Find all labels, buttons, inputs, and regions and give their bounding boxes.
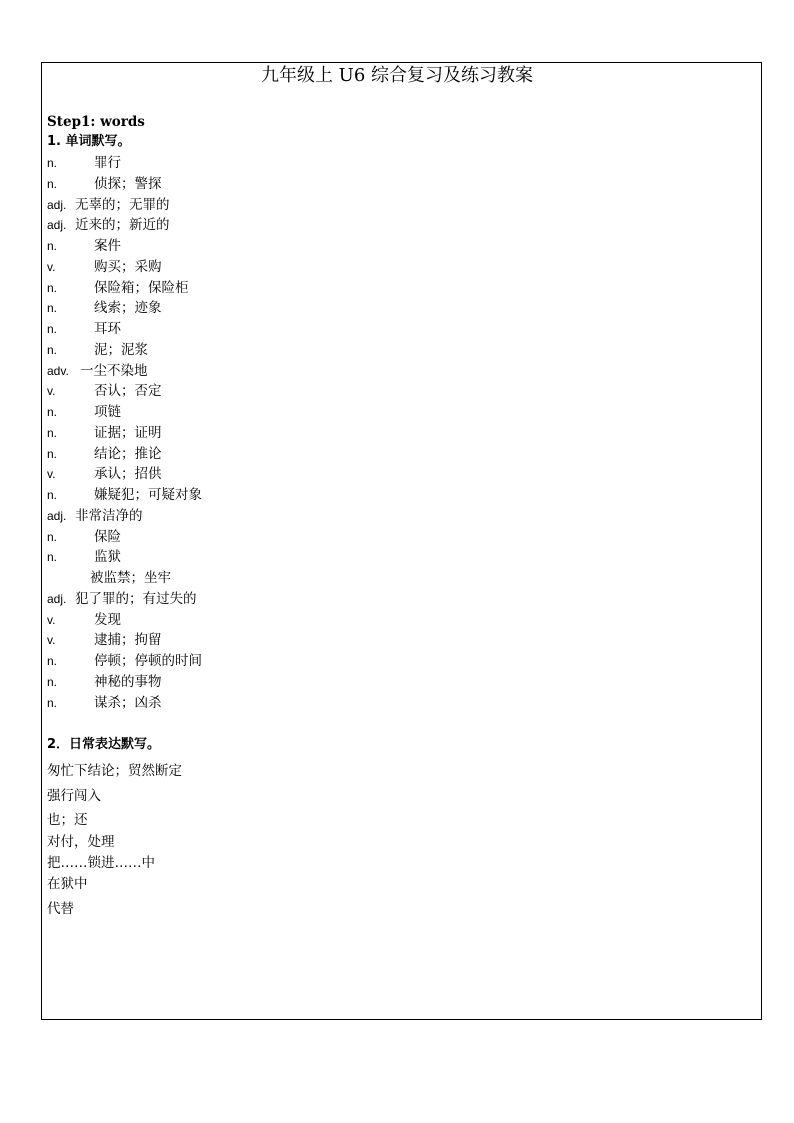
vocab-pos: n.: [47, 177, 58, 191]
vocab-meaning: 项链: [94, 404, 121, 420]
vocab-pos: n.: [47, 675, 58, 689]
page-title: 九年级上 U6 综合复习及练习教案: [260, 65, 534, 86]
vocab-pos: adj.: [47, 198, 67, 212]
vocab-pos: n.: [47, 488, 58, 502]
phrase-item: 也；还: [47, 812, 88, 828]
vocab-pos: n.: [47, 447, 58, 461]
vocab-pos: n.: [47, 343, 58, 357]
vocab-pos: n.: [47, 281, 58, 295]
vocab-pos: n.: [47, 426, 58, 440]
vocab-meaning: 承认；招供: [94, 466, 162, 482]
vocab-meaning: 嫌疑犯；可疑对象: [94, 487, 202, 503]
vocab-pos: n.: [47, 239, 58, 253]
section2-heading: 2．日常表达默写。: [47, 737, 161, 752]
vocab-meaning: 保险箱；保险柜: [94, 280, 189, 296]
vocab-meaning: 被监禁；坐牢: [90, 570, 171, 586]
phrase-item: 强行闯入: [47, 788, 101, 804]
vocab-meaning: 发现: [94, 612, 121, 628]
vocab-meaning: 非常洁净的: [75, 508, 143, 524]
vocab-meaning: 一尘不染地: [80, 363, 148, 379]
phrase-item: 匆忙下结论；贸然断定: [47, 763, 182, 779]
vocab-meaning: 近来的；新近的: [75, 217, 170, 233]
vocab-pos: n.: [47, 530, 58, 544]
vocab-pos: n.: [47, 405, 58, 419]
vocab-meaning: 逮捕；拘留: [94, 632, 162, 648]
vocab-pos: adj.: [47, 218, 67, 232]
vocab-meaning: 泥；泥浆: [94, 342, 148, 358]
vocab-pos: v.: [47, 260, 56, 274]
vocab-pos: adv.: [47, 364, 69, 378]
vocab-meaning: 停顿；停顿的时间: [94, 653, 202, 669]
vocab-pos: adj.: [47, 509, 67, 523]
vocab-meaning: 案件: [94, 238, 121, 254]
vocab-pos: n.: [47, 654, 58, 668]
vocab-pos: n.: [47, 550, 58, 564]
vocab-pos: n.: [47, 156, 58, 170]
vocab-meaning: 证据；证明: [94, 425, 162, 441]
vocab-meaning: 侦探；警探: [94, 176, 162, 192]
vocab-meaning: 罪行: [94, 155, 121, 171]
vocab-meaning: 无辜的；无罪的: [75, 197, 170, 213]
vocab-pos: v.: [47, 467, 56, 481]
vocab-pos: n.: [47, 301, 58, 315]
vocab-meaning: 否认；否定: [94, 383, 162, 399]
phrase-item: 把……锁进……中: [47, 855, 155, 871]
vocab-meaning: 犯了罪的；有过失的: [75, 591, 197, 607]
section1-heading: 1. 单词默写。: [47, 134, 131, 149]
vocab-meaning: 线索；迹象: [94, 300, 162, 316]
vocab-meaning: 神秘的事物: [94, 674, 162, 690]
vocab-meaning: 购买；采购: [94, 259, 162, 275]
vocab-meaning: 耳环: [94, 321, 121, 337]
vocab-pos: n.: [47, 696, 58, 710]
vocab-pos: n.: [47, 322, 58, 336]
vocab-meaning: 结论；推论: [94, 446, 162, 462]
vocab-meaning: 监狱: [94, 549, 121, 565]
vocab-pos: v.: [47, 613, 56, 627]
vocab-pos: adj.: [47, 592, 67, 606]
vocab-pos: v.: [47, 384, 56, 398]
phrase-item: 代替: [47, 901, 74, 917]
phrase-item: 对付，处理: [47, 834, 115, 850]
vocab-meaning: 保险: [94, 529, 121, 545]
phrase-item: 在狱中: [47, 876, 88, 892]
vocab-pos: v.: [47, 633, 56, 647]
vocab-meaning: 谋杀；凶杀: [94, 695, 162, 711]
step1-heading: Step1: words: [47, 114, 145, 130]
